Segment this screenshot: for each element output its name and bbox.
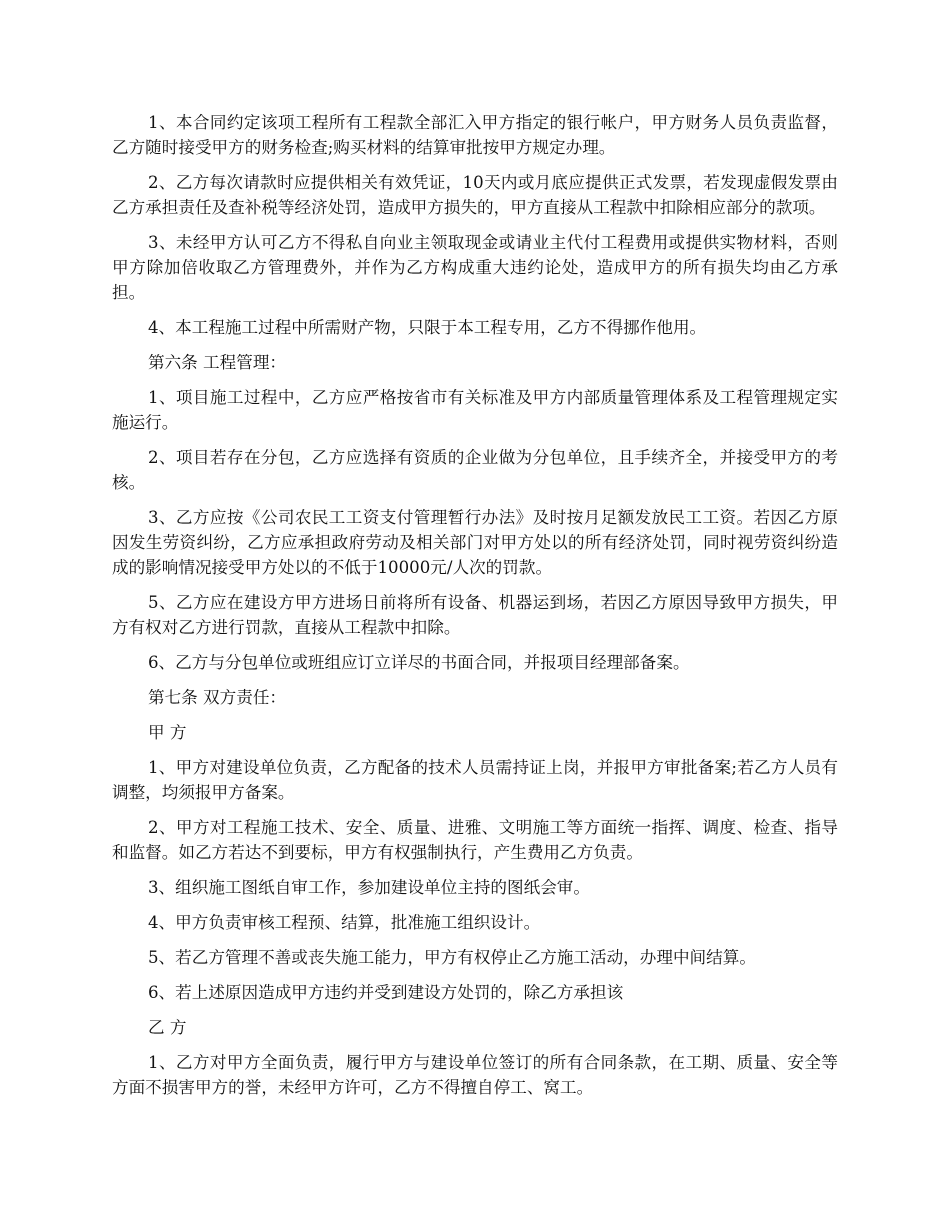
clause-paragraph: 5、若乙方管理不善或丧失施工能力，甲方有权停止乙方施工活动，办理中间结算。 xyxy=(148,948,756,967)
clause-paragraph: 1、乙方对甲方全面负责，履行甲方与建设单位签订的所有合同条款，在工期、质量、安全等方面不损害甲方的誉，未经甲方许可，乙方不得擅自停工、窝工。 xyxy=(112,1053,838,1097)
clause-paragraph: 1、甲方对建设单位负责，乙方配备的技术人员需持证上岗，并报甲方审批备案;若乙方人员有调整，均须报甲方备案。 xyxy=(112,758,838,802)
clause-paragraph: 6、若上述原因造成甲方违约并受到建设方处罚的，除乙方承担该 xyxy=(148,983,624,1002)
clause-paragraph: 3、未经甲方认可乙方不得私自向业主领取现金或请业主代付工程费用或提供实物材料，否则甲方除加倍收取乙方管理费外，并作为乙方构成重大违约论处，造成甲方的所有损失均由乙方承担。 xyxy=(112,233,838,302)
clause-paragraph: 3、组织施工图纸自审工作，参加建设单位主持的图纸会审。 xyxy=(148,878,590,897)
clause-paragraph: 2、乙方每次请款时应提供相关有效凭证，10天内或月底应提供正式发票，若发现虚假发票由乙方承担责任及查补税等经济处罚，造成甲方损失的，甲方直接从工程款中扣除相应部分的款项。 xyxy=(112,173,838,217)
clause-paragraph: 1、项目施工过程中，乙方应严格按省市有关标准及甲方内部质量管理体系及工程管理规定实施运行。 xyxy=(112,388,838,432)
clause-paragraph: 4、本工程施工过程中所需财产物，只限于本工程专用，乙方不得挪作他用。 xyxy=(148,318,707,337)
clause-paragraph: 5、乙方应在建设方甲方进场日前将所有设备、机器运到场，若因乙方原因导致甲方损失，甲方有权对乙方进行罚款，直接从工程款中扣除。 xyxy=(112,593,838,637)
clause-paragraph: 2、甲方对工程施工技术、安全、质量、进雅、文明施工等方面统一指挥、调度、检查、指导和监督。如乙方若达不到要标，甲方有权强制执行，产生费用乙方负责。 xyxy=(112,818,838,862)
party-heading: 乙 方 xyxy=(148,1018,187,1037)
party-heading: 甲 方 xyxy=(148,723,187,742)
clause-paragraph: 2、项目若存在分包，乙方应选择有资质的企业做为分包单位，且手续齐全，并接受甲方的考核。 xyxy=(112,448,838,492)
clause-paragraph: 1、本合同约定该项工程所有工程款全部汇入甲方指定的银行帐户，甲方财务人员负责监督，乙方随时接受甲方的财务检查;购买材料的结算审批按甲方规定办理。 xyxy=(112,113,838,157)
clause-paragraph: 4、甲方负责审核工程预、结算，批准施工组织设计。 xyxy=(148,913,541,932)
section-heading: 第七条 双方责任： xyxy=(148,688,287,707)
section-heading: 第六条 工程管理： xyxy=(148,353,287,372)
clause-paragraph: 3、乙方应按《公司农民工工资支付管理暂行办法》及时按月足额发放民工工资。若因乙方原因发生劳资纠纷，乙方应承担政府劳动及相关部门对甲方处以的所有经济处罚，同时视劳资纠纷造成的影响情况接受甲方处以的不低于10000元/人次的罚款。 xyxy=(112,508,838,577)
document-page xyxy=(112,110,838,1110)
clause-paragraph: 6、乙方与分包单位或班组应订立详尽的书面合同，并报项目经理部备案。 xyxy=(148,653,690,672)
